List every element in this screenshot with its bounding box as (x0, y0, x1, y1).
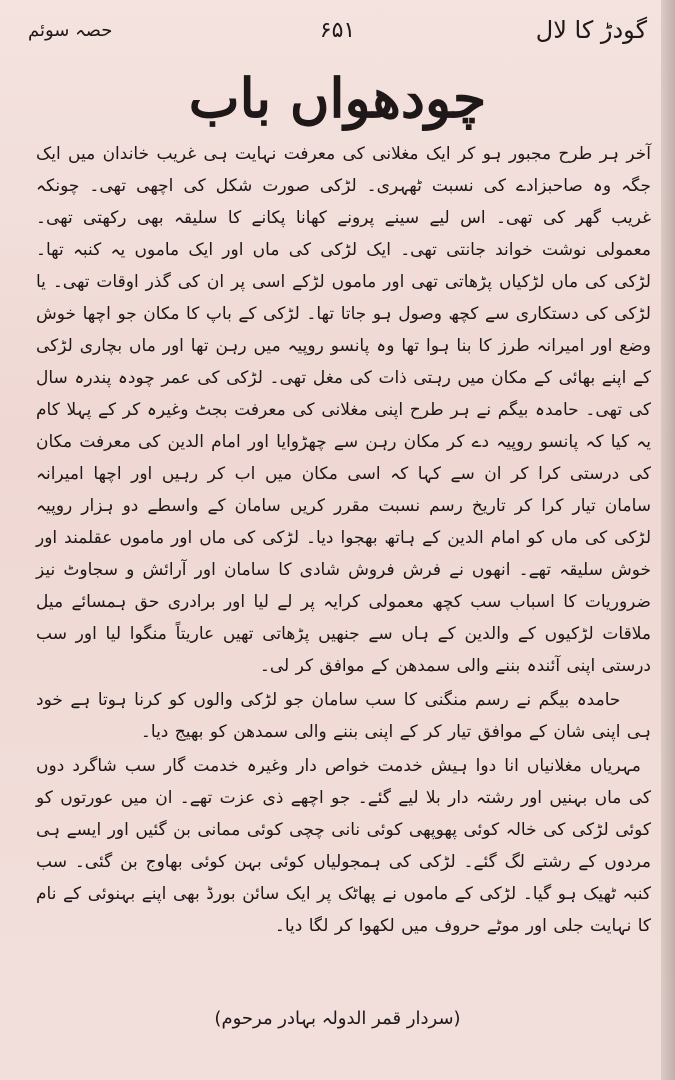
section-label: حصہ سوئم (28, 20, 113, 41)
author-signature: (سردار قمر الدولہ بہادر مرحوم) (214, 1008, 461, 1029)
paragraph-3: مہریاں مغلانیاں انا دوا ہیش خدمت خواص دار وغیرہ خدمت گار سب شاگرد دوں کی ماں بہنیں اور رشتہ دار بلا لیے گئے۔ جو اچھے ذی عزت تھے۔ ان میں عورتوں کو کوئی لڑکی کی خالہ کوئی پھوپھی کوئی نانی چچی کوئی ممانی بن گئیں اور ایسے ہی مردوں کے رشتے لگ گئے۔ لڑکی کی ہمجولیاں کوئی بہن کوئی بھاوج بن گئی۔ سب کنبہ ٹھیک ہو گیا۔ لڑکی کے ماموں نے پھاٹک پر ایک سائن بورڈ بھی اپنے بہنوئی کے نام کا نہایت جلی اور موٹے حروف میں لکھوا کر لگا دیا۔ (36, 756, 651, 936)
running-title: گودڑ کا لال (535, 16, 647, 44)
page-header (28, 14, 647, 62)
chapter-body (36, 138, 651, 1018)
paragraph-2: حامدہ بیگم نے رسم منگنی کا سب سامان جو لڑکی والوں کو کرنا ہوتا ہے خود ہی اپنی شان کے موافق تیار کر کے اپنی بننے والی سمدھن کو بھیج دیا۔ (36, 690, 651, 742)
page-spine-edge (661, 0, 675, 1080)
paragraph-1: آخر ہر طرح مجبور ہو کر ایک مغلانی کی معرفت نہایت ہی غریب خاندان میں ایک جگہ وہ صاحبزادے کی نسبت ٹھہری۔ لڑکی صورت شکل کی اچھی تھی۔ چونکہ غریب گھر کی تھی۔ اس لیے سینے پرونے کھانا پکانے کا سلیقہ بھی رکھتی تھی۔ معمولی نوشت خواند جانتی تھی۔ ایک لڑکی کی ماں اور ایک ماموں یہ کنبہ تھا۔ لڑکی کی ماں لڑکیاں پڑھاتی تھی اور ماموں لڑکے اسی پر ان کی گذر اوقات تھی۔ یا لڑکی کی دستکاری سے کچھ وصول ہو جاتا تھا۔ لڑکی کے باپ کا مکان جو اچھا خوش وضع اور امیرانہ طرز کا بنا ہوا تھا وہ پانسو روپیہ میں رہن تھا اور ماں بچاری لڑکی کے اپنے بھائی کے مکان میں رہتی ذات کی مغل تھی۔ لڑکی کی عمر چودہ پندرہ سال کی تھی۔ حامدہ بیگم نے ہر طرح اپنی مغلانی کی معرفت بجٹ وغیرہ کر کے پہلا کام یہ کیا کہ پانسو روپیہ دے کر مکان رہن سے چھڑوایا اور امام الدین کی معرفت مکان کی درستی کرا کر ان سے کہا کہ اسی مکان میں اب کر رہیں اور اچھا امیرانہ سامان تیار کرا کر تاریخ رسم نسبت مقرر کریں سامان کے واسطے دو ہزار روپیہ لڑکی کی ماں کو امام الدین کے ہاتھ بھجوا دیا۔ لڑکی کی ماں اور ماموں عقلمند اور خوش سلیقہ تھے۔ انھوں نے فرش فروش شادی کا سامان اور آرائش و سجاوٹ نیز ضروریات کا اسباب سب کچھ معمولی کرایہ پر لے لیا اور برادری حق ہمسائے میل ملاقات لڑکیوں کے والدین کے ہاں سے جنھیں پڑھاتی تھیں عاریتاً منگوا لیا اور سب درستی اپنی آئندہ بننے والی سمدھن کے موافق کر لی۔ (36, 144, 651, 676)
page-number: ۶۵۱ (319, 18, 356, 43)
chapter-title: چودھواں باب (188, 66, 487, 130)
